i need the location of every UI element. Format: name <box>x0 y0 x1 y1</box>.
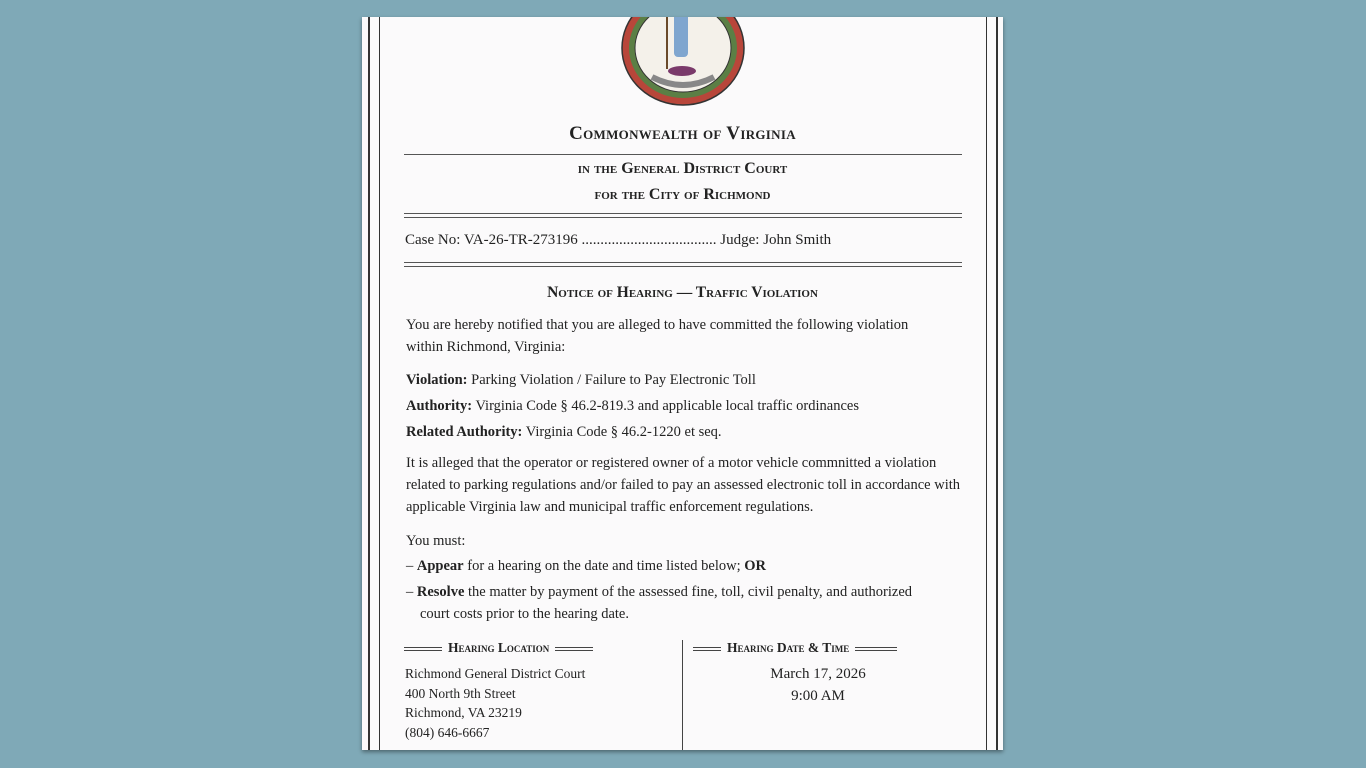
authority-label: Authority: <box>406 398 473 414</box>
court-line-1: in the General District Court <box>577 160 788 177</box>
court-city: Richmond, VA 23219 <box>405 705 522 720</box>
hearing-datetime <box>698 663 938 707</box>
court-notice-document <box>362 17 1003 750</box>
option-appear: – Appear for a hearing on the date and time listed below; OR <box>406 558 767 574</box>
allegation-text: It is alleged that the operator or registered owner of a motor vehicle commnitted a violation related to parking regulations and/or failed to pay an assessed electronic toll in accordance with applicable Virginia law and municipal traffic enforcement regulations. <box>406 455 961 515</box>
or-bold: OR <box>744 558 767 574</box>
dot-leader: .................................... <box>581 232 717 248</box>
hearing-datetime-heading: Hearing Date & Time <box>693 640 903 656</box>
court-line-2: for the City of Richmond <box>594 186 771 203</box>
hearing-date: March 17, 2026 <box>770 666 866 682</box>
notice-title: Notice of Hearing — Traffic Violation <box>547 284 818 301</box>
option-resolve: – Resolve the matter by payment of the assessed fine, toll, civil penalty, and authorized court costs prior to the hearing date. <box>406 584 913 622</box>
case-line <box>405 229 831 251</box>
authority-line <box>406 395 859 417</box>
hearing-time: 9:00 AM <box>791 688 845 704</box>
column-divider <box>682 640 683 750</box>
resolve-bold: Resolve <box>416 584 465 600</box>
hearing-location <box>405 664 585 742</box>
related-authority-label: Related Authority: <box>406 424 523 440</box>
resolve-text: the matter by payment of the assessed fine, toll, civil penalty, and authorized court costs prior to the hearing date. <box>420 584 913 622</box>
judge: Judge: John Smith <box>720 232 832 248</box>
case-number: Case No: VA-26-TR-273196 <box>405 232 578 248</box>
authority-value: Virginia Code § 46.2-819.3 and applicable local traffic ordinances <box>475 398 859 414</box>
you-must-label: You must: <box>406 533 466 549</box>
violation-value: Parking Violation / Failure to Pay Electronic Toll <box>471 372 756 388</box>
virginia-seal-logo <box>620 17 746 107</box>
violation-label: Violation: <box>406 372 468 388</box>
appear-text: for a hearing on the date and time listed below; <box>467 558 741 574</box>
appear-bold: Appear <box>416 558 464 574</box>
court-phone: (804) 646-6667 <box>405 724 490 740</box>
violation-line <box>406 369 756 391</box>
intro-text: You are hereby notified that you are alleged to have committed the following violation within Richmond, Virginia: <box>406 317 909 355</box>
hearing-location-heading: Hearing Location <box>404 640 599 656</box>
court-street: 400 North 9th Street <box>405 685 516 701</box>
court-name: Richmond General District Court <box>405 666 586 681</box>
header-title: Commonwealth of Virginia <box>569 123 796 144</box>
related-authority-value: Virginia Code § 46.2-1220 et seq. <box>525 424 722 440</box>
related-authority-line <box>406 421 722 443</box>
